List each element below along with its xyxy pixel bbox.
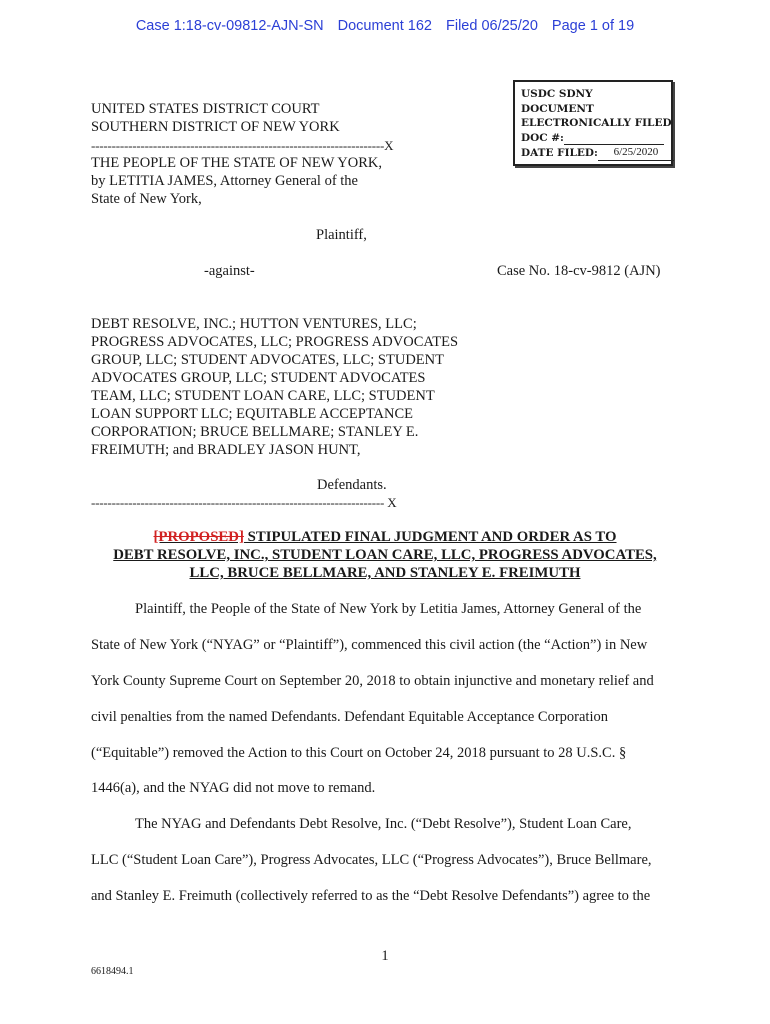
defendants-line: DEBT RESOLVE, INC.; HUTTON VENTURES, LLC; xyxy=(91,316,417,332)
stamp-line-1: USDC SDNY xyxy=(521,88,593,100)
court-line-2: SOUTHERN DISTRICT OF NEW YORK xyxy=(91,119,340,135)
plaintiff-line-2: by LETITIA JAMES, Attorney General of the xyxy=(91,173,358,189)
page-indicator: Page 1 of 19 xyxy=(551,18,635,34)
stamp-date-label: DATE FILED: xyxy=(521,147,598,159)
struck-proposed: [PROPOSED] xyxy=(153,529,244,545)
body-line: and Stanley E. Freimuth (collectively referred to as the “Debt Resolve Defendants”) agree to the xyxy=(91,888,651,904)
ecf-header xyxy=(0,18,770,34)
caption-divider-bottom: ----------------------------------------------------------------------- X xyxy=(91,495,397,510)
stamp-line-3: ELECTRONICALLY FILED xyxy=(521,117,672,129)
body-line: State of New York (“NYAG” or “Plaintiff”), commenced this civil action (the “Action”) in New xyxy=(91,637,648,653)
defendants-block xyxy=(91,315,458,459)
defendants-line: ADVOCATES GROUP, LLC; STUDENT ADVOCATES xyxy=(91,370,426,386)
title-line-3: LLC, BRUCE BELLMARE, AND STANLEY E. FREIMUTH xyxy=(189,565,581,581)
stamp-doc-label: DOC #: xyxy=(521,131,564,144)
stamp-doc-row xyxy=(521,131,665,146)
body-line: The NYAG and Defendants Debt Resolve, Inc. (“Debt Resolve”), Student Loan Care, xyxy=(135,816,632,832)
defendants-line: TEAM, LLC; STUDENT LOAN CARE, LLC; STUDENT xyxy=(91,388,435,404)
page-number: 1 xyxy=(381,948,389,964)
defendants-line: LOAN SUPPORT LLC; EQUITABLE ACCEPTANCE xyxy=(91,406,414,422)
defendants-line: PROGRESS ADVOCATES, LLC; PROGRESS ADVOCATES xyxy=(91,334,459,350)
body-line: (“Equitable”) removed the Action to this Court on October 24, 2018 pursuant to 28 U.S.C. § xyxy=(91,745,627,761)
body-line: Plaintiff, the People of the State of New York by Letitia James, Attorney General of the xyxy=(135,601,642,617)
stamp-date-value: 6/25/2020 xyxy=(613,146,659,158)
stamp-date-row xyxy=(521,145,665,161)
document-title xyxy=(0,528,770,582)
case-number: Case 1:18-cv-09812-AJN-SN xyxy=(135,18,324,34)
stamp-doc-blank xyxy=(564,132,664,145)
defendants-line: GROUP, LLC; STUDENT ADVOCATES, LLC; STUDENT xyxy=(91,352,444,368)
body-line: LLC (“Student Loan Care”), Progress Advocates, LLC (“Progress Advocates”), Bruce Bellmare, xyxy=(91,852,652,868)
body-line: civil penalties from the named Defendants. Defendant Equitable Acceptance Corporation xyxy=(91,709,608,725)
document-id: 6618494.1 xyxy=(91,966,134,977)
against-label: -against- xyxy=(204,263,255,279)
plaintiff-line-3: State of New York, xyxy=(91,191,202,207)
filing-stamp xyxy=(513,80,673,166)
case-no: Case No. 18-cv-9812 (AJN) xyxy=(497,263,661,279)
defendants-line: CORPORATION; BRUCE BELLMARE; STANLEY E. xyxy=(91,424,419,440)
body-line: York County Supreme Court on September 20, 2018 to obtain injunctive and monetary relief and xyxy=(91,673,654,689)
body-line: 1446(a), and the NYAG did not move to remand. xyxy=(91,780,376,796)
title-line-2: DEBT RESOLVE, INC., STUDENT LOAN CARE, LLC, PROGRESS ADVOCATES, xyxy=(113,547,657,563)
defendants-label: Defendants. xyxy=(317,477,387,493)
plaintiff-line-1: THE PEOPLE OF THE STATE OF NEW YORK, xyxy=(91,155,382,171)
plaintiff-label: Plaintiff, xyxy=(316,227,367,243)
document-number: Document 162 xyxy=(337,18,432,34)
title-line-1 xyxy=(0,528,770,546)
defendants-line: FREIMUTH; and BRADLEY JASON HUNT, xyxy=(91,442,361,458)
stamp-line-2: DOCUMENT xyxy=(521,102,594,115)
court-line-1: UNITED STATES DISTRICT COURT xyxy=(91,101,320,117)
caption-divider-top: -----------------------------------------------------------------------X xyxy=(91,138,394,153)
title-line-1-text: STIPULATED FINAL JUDGMENT AND ORDER AS TO xyxy=(243,529,617,545)
filed-date: Filed 06/25/20 xyxy=(445,18,538,34)
